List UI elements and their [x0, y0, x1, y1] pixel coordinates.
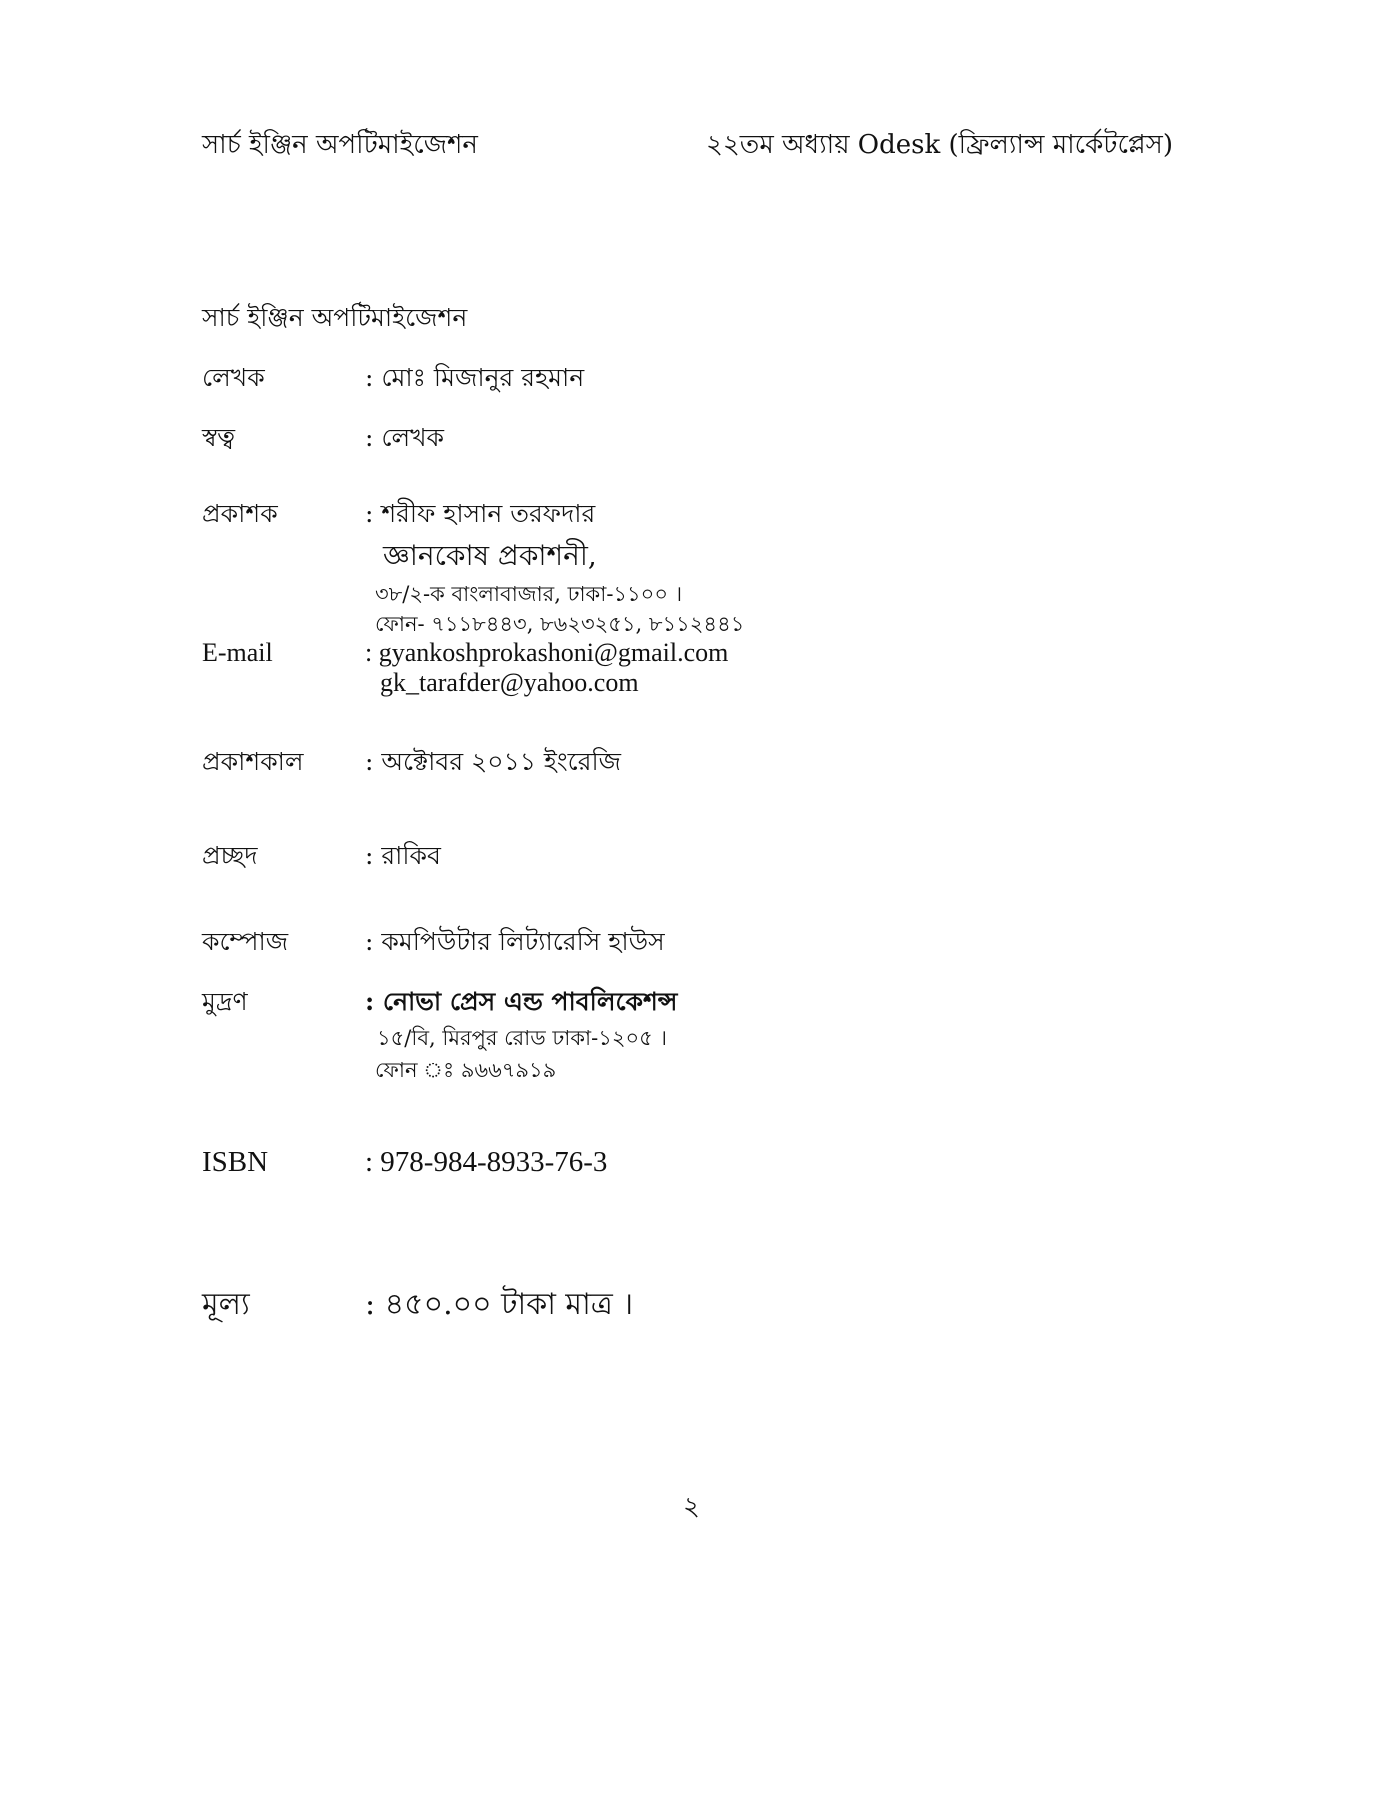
published-value: : অক্টোবর ২০১১ ইংরেজি — [365, 747, 621, 776]
running-header-right: ২২তম অধ্যায় Odesk (ফ্রিল্যান্স মার্কেটপ্লেস) — [706, 130, 1173, 160]
author-value: : মোঃ মিজানুর রহমান — [365, 363, 585, 392]
published-label: প্রকাশকাল — [202, 747, 304, 776]
copyright-value: : লেখক — [365, 423, 445, 452]
publisher-label: প্রকাশক — [202, 499, 278, 528]
copyright-label: স্বত্ব — [202, 423, 235, 452]
email-primary: : gyankoshprokashoni@gmail.com — [365, 638, 729, 667]
publisher-phone: ফোন- ৭১১৮৪৪৩, ৮৬২৩২৫১, ৮১১২৪৪১ — [375, 612, 745, 636]
printing-phone: ফোন ঃ ৯৬৬৭৯১৯ — [375, 1058, 557, 1082]
price-label: মূল্য — [202, 1287, 250, 1322]
compose-value: : কমপিউটার লিট্যারেসি হাউস — [365, 927, 665, 956]
isbn-value: : 978-984-8933-76-3 — [365, 1146, 608, 1178]
publisher-address: ৩৮/২-ক বাংলাবাজার, ঢাকা-১১০০ । — [375, 582, 683, 606]
email-secondary: gk_tarafder@yahoo.com — [380, 668, 639, 697]
email-label: E-mail — [202, 638, 273, 667]
page-number: ২ — [683, 1492, 700, 1522]
compose-label: কম্পোজ — [202, 927, 289, 956]
book-title: সার্চ ইঞ্জিন অপটিমাইজেশন — [202, 303, 468, 332]
cover-label: প্রচ্ছদ — [202, 841, 258, 870]
isbn-label: ISBN — [202, 1146, 269, 1178]
publisher-name: : শরীফ হাসান তরফদার — [365, 499, 596, 528]
cover-value: : রাকিব — [365, 841, 441, 870]
printing-label: মুদ্রণ — [202, 987, 248, 1016]
running-header-left: সার্চ ইঞ্জিন অপটিমাইজেশন — [202, 130, 478, 160]
author-label: লেখক — [202, 363, 265, 392]
printing-address: ১৫/বি, মিরপুর রোড ঢাকা-১২০৫ । — [377, 1026, 667, 1050]
printing-name: : নোভা প্রেস এন্ড পাবলিকেশন্স — [365, 987, 678, 1016]
price-value: : ৪৫০.০০ টাকা মাত্র । — [365, 1287, 634, 1322]
publisher-house: জ্ঞানকোষ প্রকাশনী, — [383, 539, 597, 572]
